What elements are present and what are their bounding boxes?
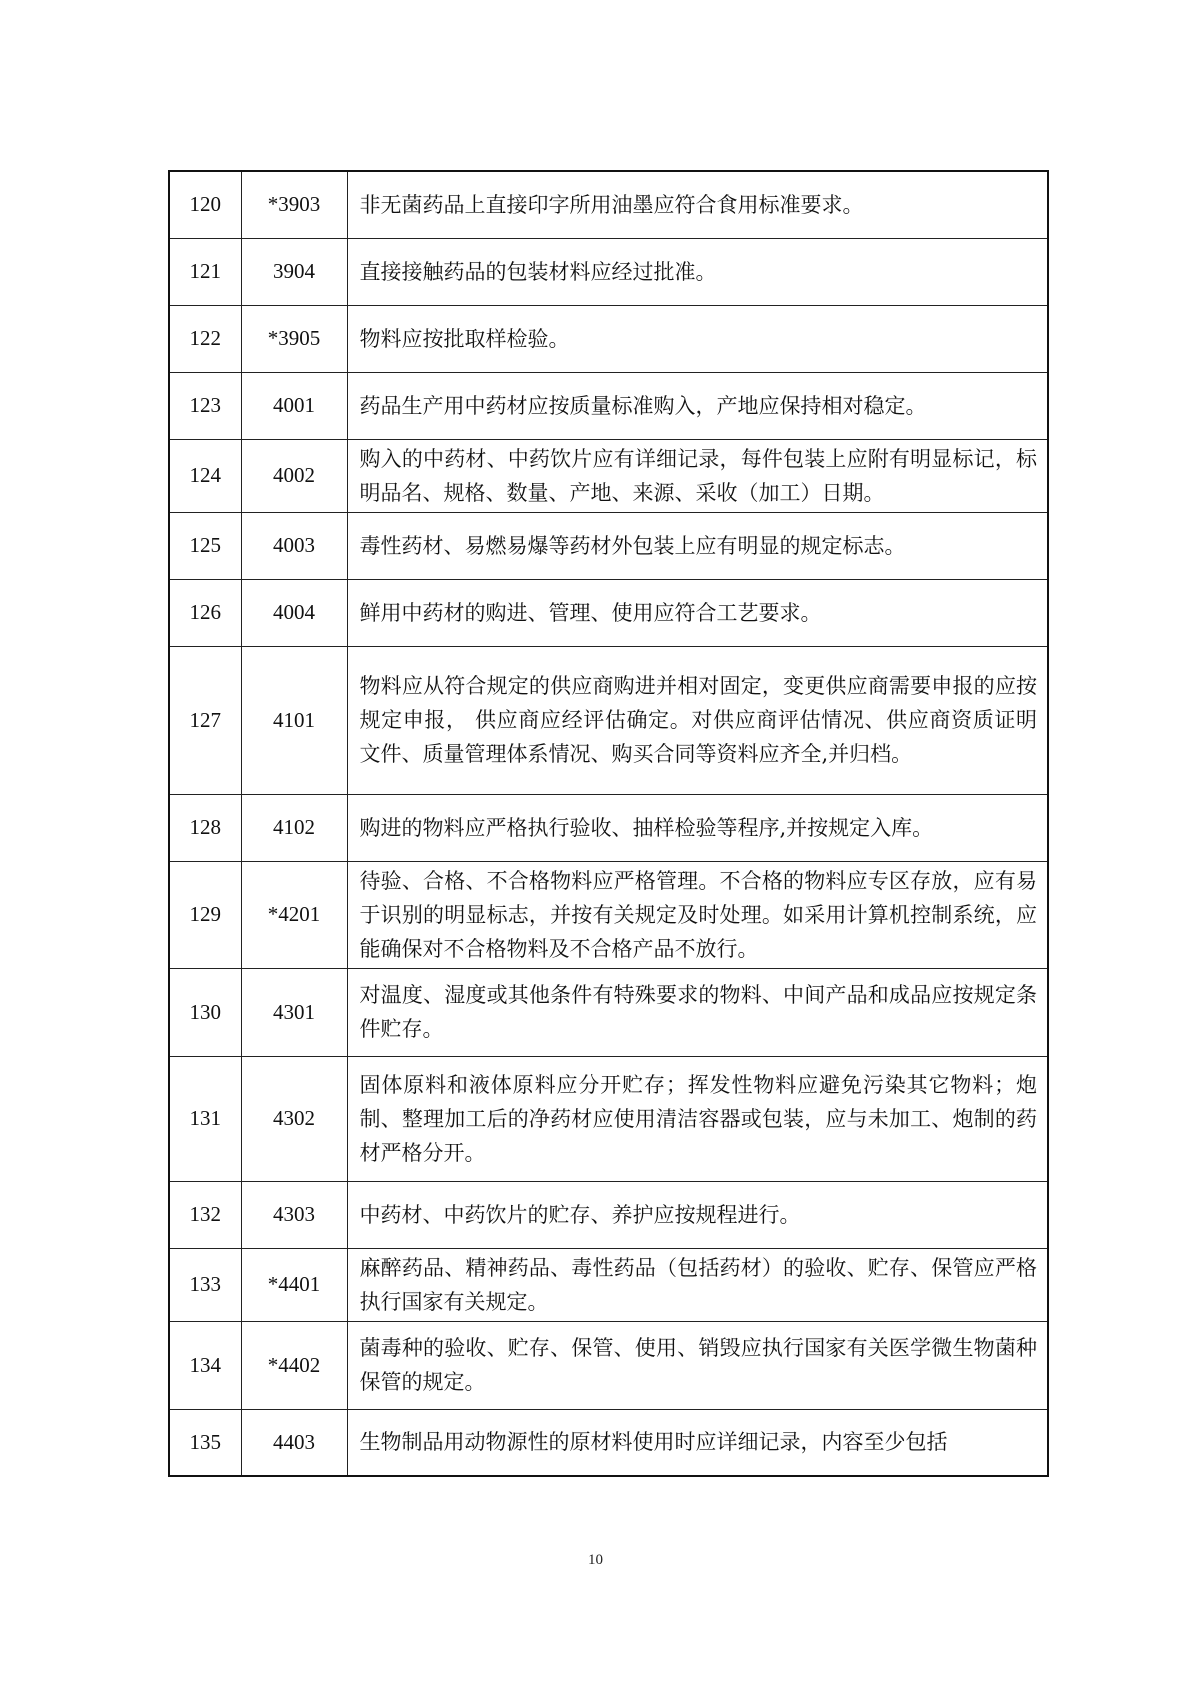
item-requirement: 药品生产用中药材应按质量标准购入，产地应保持相对稳定。 <box>347 372 1048 439</box>
item-number: 129 <box>169 861 241 968</box>
item-requirement: 鲜用中药材的购进、管理、使用应符合工艺要求。 <box>347 579 1048 646</box>
table-row <box>169 579 1048 646</box>
table-row <box>169 1321 1048 1409</box>
item-requirement: 物料应从符合规定的供应商购进并相对固定，变更供应商需要申报的应按规定申报， 供应商应经评估确定。对供应商评估情况、供应商资质证明文件、质量管理体系情况、购买合同等资料应齐全,并归档。 <box>347 646 1048 794</box>
table-row <box>169 794 1048 861</box>
table-row <box>169 305 1048 372</box>
table-row <box>169 968 1048 1056</box>
item-code: *4401 <box>241 1248 347 1321</box>
table-row <box>169 646 1048 794</box>
item-number: 128 <box>169 794 241 861</box>
item-requirement: 购进的物料应严格执行验收、抽样检验等程序,并按规定入库。 <box>347 794 1048 861</box>
item-requirement: 固体原料和液体原料应分开贮存；挥发性物料应避免污染其它物料；炮制、整理加工后的净药材应使用清洁容器或包装，应与未加工、炮制的药材严格分开。 <box>347 1056 1048 1181</box>
item-requirement: 待验、合格、不合格物料应严格管理。不合格的物料应专区存放，应有易于识别的明显标志，并按有关规定及时处理。如采用计算机控制系统，应能确保对不合格物料及不合格产品不放行。 <box>347 861 1048 968</box>
table-body <box>169 171 1048 1476</box>
item-number: 122 <box>169 305 241 372</box>
item-code: 3904 <box>241 238 347 305</box>
item-requirement: 麻醉药品、精神药品、毒性药品（包括药材）的验收、贮存、保管应严格执行国家有关规定。 <box>347 1248 1048 1321</box>
item-number: 134 <box>169 1321 241 1409</box>
item-requirement: 生物制品用动物源性的原材料使用时应详细记录，内容至少包括 <box>347 1409 1048 1476</box>
item-code: 4001 <box>241 372 347 439</box>
item-requirement: 对温度、湿度或其他条件有特殊要求的物料、中间产品和成品应按规定条件贮存。 <box>347 968 1048 1056</box>
item-code: *3905 <box>241 305 347 372</box>
table-row <box>169 1248 1048 1321</box>
item-number: 125 <box>169 512 241 579</box>
item-code: *4402 <box>241 1321 347 1409</box>
item-number: 132 <box>169 1181 241 1248</box>
item-code: *3903 <box>241 171 347 238</box>
table-row <box>169 1409 1048 1476</box>
item-number: 123 <box>169 372 241 439</box>
item-requirement: 物料应按批取样检验。 <box>347 305 1048 372</box>
item-code: 4102 <box>241 794 347 861</box>
item-number: 130 <box>169 968 241 1056</box>
item-number: 120 <box>169 171 241 238</box>
item-code: 4303 <box>241 1181 347 1248</box>
item-code: 4003 <box>241 512 347 579</box>
page-number: 10 <box>588 1552 603 1568</box>
item-requirement: 毒性药材、易燃易爆等药材外包装上应有明显的规定标志。 <box>347 512 1048 579</box>
item-number: 133 <box>169 1248 241 1321</box>
item-number: 131 <box>169 1056 241 1181</box>
table-row <box>169 861 1048 968</box>
item-requirement: 直接接触药品的包装材料应经过批准。 <box>347 238 1048 305</box>
item-code: *4201 <box>241 861 347 968</box>
table-row <box>169 512 1048 579</box>
item-code: 4301 <box>241 968 347 1056</box>
item-code: 4403 <box>241 1409 347 1476</box>
item-code: 4004 <box>241 579 347 646</box>
item-requirement: 非无菌药品上直接印字所用油墨应符合食用标准要求。 <box>347 171 1048 238</box>
item-number: 126 <box>169 579 241 646</box>
item-number: 121 <box>169 238 241 305</box>
item-number: 124 <box>169 439 241 512</box>
item-number: 127 <box>169 646 241 794</box>
item-code: 4302 <box>241 1056 347 1181</box>
item-code: 4101 <box>241 646 347 794</box>
item-requirement: 菌毒种的验收、贮存、保管、使用、销毁应执行国家有关医学微生物菌种保管的规定。 <box>347 1321 1048 1409</box>
table-row <box>169 1056 1048 1181</box>
item-number: 135 <box>169 1409 241 1476</box>
table-row <box>169 1181 1048 1248</box>
table-row <box>169 372 1048 439</box>
item-code: 4002 <box>241 439 347 512</box>
table-row <box>169 171 1048 238</box>
item-requirement: 购入的中药材、中药饮片应有详细记录，每件包装上应附有明显标记，标明品名、规格、数量、产地、来源、采收（加工）日期。 <box>347 439 1048 512</box>
table-row <box>169 439 1048 512</box>
item-requirement: 中药材、中药饮片的贮存、养护应按规程进行。 <box>347 1181 1048 1248</box>
inspection-items-table <box>168 170 1049 1477</box>
table-row <box>169 238 1048 305</box>
